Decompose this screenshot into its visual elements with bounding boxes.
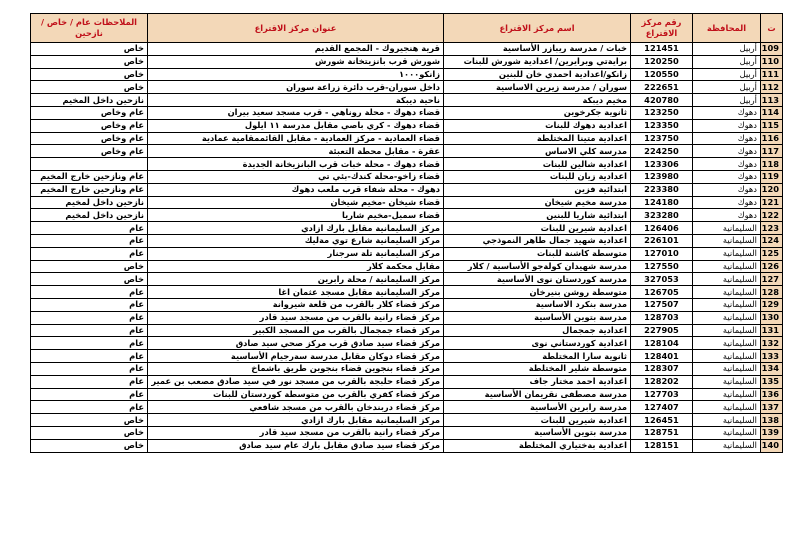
center-code-cell: 120250 [631, 55, 693, 68]
center-name-cell: مدرسة كلي الاساس [444, 145, 631, 158]
notes-cell: خاص [31, 414, 148, 427]
center-name-cell: مدرسة رابرين الأساسية [444, 401, 631, 414]
center-name-cell: اعدادية شيرين للبنات [444, 222, 631, 235]
row-number-cell: 122 [761, 209, 783, 222]
table-row [31, 68, 783, 81]
notes-cell: عام وخاص [31, 106, 148, 119]
table-row [31, 196, 783, 209]
notes-cell: عام [31, 298, 148, 311]
province-cell: السليمانية [693, 247, 761, 260]
center-address-cell: مركز قضاء حلبجة بالقرب من مسجد نور في سيد صادق مصعب بن عمير [148, 375, 444, 388]
center-code-cell: 227905 [631, 324, 693, 337]
province-cell: أربيل [693, 43, 761, 56]
notes-cell: خاص [31, 43, 148, 56]
notes-cell: عام [31, 286, 148, 299]
center-code-cell: 123306 [631, 158, 693, 171]
center-name-cell: اعدادية كوردستاني نوى [444, 337, 631, 350]
table-row [31, 247, 783, 260]
center-code-cell: 420780 [631, 94, 693, 107]
row-number-cell: 133 [761, 350, 783, 363]
province-cell: أربيل [693, 81, 761, 94]
center-address-cell: داخل سوران-قرب دائرة زراعة سوران [148, 81, 444, 94]
center-code-cell: 128401 [631, 350, 693, 363]
province-cell: السليمانية [693, 324, 761, 337]
province-cell: السليمانية [693, 375, 761, 388]
table-row [31, 260, 783, 273]
center-address-cell: مركز قضاء رانية بالقرب من مسجد سيد قادر [148, 311, 444, 324]
center-code-cell: 123250 [631, 106, 693, 119]
table-row [31, 106, 783, 119]
province-cell: السليمانية [693, 439, 761, 452]
row-number-cell: 118 [761, 158, 783, 171]
table-row [31, 209, 783, 222]
center-code-cell: 222651 [631, 81, 693, 94]
notes-cell: خاص [31, 426, 148, 439]
table-row [31, 324, 783, 337]
notes-cell: عام وخاص [31, 145, 148, 158]
notes-cell: خاص [31, 68, 148, 81]
notes-cell: عام [31, 222, 148, 235]
center-code-cell: 124180 [631, 196, 693, 209]
center-address-cell: مركز السليمانية مقابل مسجد عثمان اغا [148, 286, 444, 299]
center-address-cell: مركز السليمانية مقابل بارك ازادي [148, 222, 444, 235]
row-number-cell: 132 [761, 337, 783, 350]
notes-cell: عام [31, 324, 148, 337]
row-number-cell: 128 [761, 286, 783, 299]
table-row [31, 81, 783, 94]
center-address-cell: مركز السليمانية تلة سرجنار [148, 247, 444, 260]
row-number-cell: 120 [761, 183, 783, 196]
center-address-cell: مركز قضاء سيد صادق مقابل بارك عام سيد صادق [148, 439, 444, 452]
center-code-cell: 128751 [631, 426, 693, 439]
table-row [31, 119, 783, 132]
center-name-cell: زانكو/اعدادية احمدي خان للبنين [444, 68, 631, 81]
table-row [31, 388, 783, 401]
center-address-cell: قرية هنجيروك - المجمع القديم [148, 43, 444, 56]
header-name: اسم مركز الاقتراع [444, 14, 631, 43]
row-number-cell: 112 [761, 81, 783, 94]
province-cell: أربيل [693, 68, 761, 81]
notes-cell: خاص [31, 260, 148, 273]
center-name-cell: مدرسة بنكرد الاساسية [444, 298, 631, 311]
table-row [31, 43, 783, 56]
province-cell: السليمانية [693, 426, 761, 439]
row-number-cell: 116 [761, 132, 783, 145]
center-name-cell: سوران / مدرسة زيرين الاساسية [444, 81, 631, 94]
center-address-cell: شورش قرب بانزيتخانة شورش [148, 55, 444, 68]
center-name-cell: مدرسة شهيدان كولةجو الأساسية / كلار [444, 260, 631, 273]
center-name-cell: مخيم ديبكة [444, 94, 631, 107]
center-code-cell: 128307 [631, 362, 693, 375]
header-address: عنوان مركز الاقتراع [148, 14, 444, 43]
row-number-cell: 115 [761, 119, 783, 132]
table-row [31, 132, 783, 145]
center-address-cell: مركز قضاء دوكان مقابل مدرسة سةرجيام الأساسية [148, 350, 444, 363]
notes-cell: عام ونازحين خارج المخيم [31, 170, 148, 183]
center-name-cell: مدرسة مخيم شيخان [444, 196, 631, 209]
center-name-cell: اعدادية دهوك للبنات [444, 119, 631, 132]
center-name-cell: مدرسة كوردستان نوى الأساسية [444, 273, 631, 286]
table-row [31, 375, 783, 388]
header-province: المحافظة [693, 14, 761, 43]
province-cell: دهوك [693, 145, 761, 158]
center-name-cell: مدرسة بتوين الأساسية [444, 311, 631, 324]
center-code-cell: 126705 [631, 286, 693, 299]
center-code-cell: 123350 [631, 119, 693, 132]
center-code-cell: 223380 [631, 183, 693, 196]
table-row [31, 55, 783, 68]
center-address-cell: قضاء دهوك - محلة روناهي - قرب مسجد سعيد بيران [148, 106, 444, 119]
row-number-cell: 119 [761, 170, 783, 183]
center-code-cell: 224250 [631, 145, 693, 158]
notes-cell: عام [31, 247, 148, 260]
row-number-cell: 137 [761, 401, 783, 414]
center-code-cell: 120550 [631, 68, 693, 81]
notes-cell: نازحين داخل لمخيم [31, 209, 148, 222]
row-number-cell: 139 [761, 426, 783, 439]
center-name-cell: اعدادية متينا المختلطة [444, 132, 631, 145]
center-code-cell: 123750 [631, 132, 693, 145]
notes-cell: نازحين داخل المخيم [31, 94, 148, 107]
table-row [31, 350, 783, 363]
row-number-cell: 140 [761, 439, 783, 452]
center-address-cell: مركز قضاء كفري بالقرب من متوسطة كوردستان للبنات [148, 388, 444, 401]
center-name-cell: خبات / مدرسة ريبازر الأساسية [444, 43, 631, 56]
header-code: رقم مركز الاقتراع [631, 14, 693, 43]
province-cell: السليمانية [693, 350, 761, 363]
center-address-cell: مركز قضاء رانية بالقرب من مسجد سيد قادر [148, 426, 444, 439]
table-row [31, 401, 783, 414]
center-name-cell: متوسطة كاشنة للبنات [444, 247, 631, 260]
center-code-cell: 121451 [631, 43, 693, 56]
center-address-cell: مركز قضاء كلار بالقرب من قلعة شيروانة [148, 298, 444, 311]
center-address-cell: قضاء شيخان -مخيم شيخان [148, 196, 444, 209]
notes-cell: عام ونازحين خارج المخيم [31, 183, 148, 196]
center-address-cell: قضاء العمادية - مركز العمادية - مقابل القائممقامية عمادية [148, 132, 444, 145]
center-address-cell: مركز قضاء جمجمال بالقرب من المسجد الكبير [148, 324, 444, 337]
center-address-cell: قضاء سميل-مخيم شاريا [148, 209, 444, 222]
row-number-cell: 135 [761, 375, 783, 388]
table-row [31, 414, 783, 427]
center-code-cell: 127507 [631, 298, 693, 311]
row-number-cell: 123 [761, 222, 783, 235]
row-number-cell: 136 [761, 388, 783, 401]
table-row [31, 94, 783, 107]
notes-cell: عام وخاص [31, 132, 148, 145]
row-number-cell: 129 [761, 298, 783, 311]
notes-cell: خاص [31, 55, 148, 68]
province-cell: دهوك [693, 132, 761, 145]
table-header-row [31, 14, 783, 43]
row-number-cell: 130 [761, 311, 783, 324]
center-name-cell: اعدادية زيان للبنات [444, 170, 631, 183]
notes-cell: خاص [31, 439, 148, 452]
table-row [31, 183, 783, 196]
row-number-cell: 109 [761, 43, 783, 56]
center-name-cell: مدرسة بتوين الأساسية [444, 426, 631, 439]
province-cell: السليمانية [693, 362, 761, 375]
province-cell: السليمانية [693, 388, 761, 401]
center-address-cell: مقابل محكمة كلار [148, 260, 444, 273]
row-number-cell: 126 [761, 260, 783, 273]
center-address-cell: دهوك - محلة شفاء قرب ملعب دهوك [148, 183, 444, 196]
province-cell: دهوك [693, 106, 761, 119]
center-name-cell: متوسطة روشن بنيرخان [444, 286, 631, 299]
center-name-cell: اعدادية شيرين للبنات [444, 414, 631, 427]
center-code-cell: 128703 [631, 311, 693, 324]
province-cell: السليمانية [693, 286, 761, 299]
center-name-cell: اعدادية جمجمال [444, 324, 631, 337]
row-number-cell: 114 [761, 106, 783, 119]
province-cell: السليمانية [693, 234, 761, 247]
notes-cell: عام [31, 401, 148, 414]
province-cell: السليمانية [693, 401, 761, 414]
table-row [31, 311, 783, 324]
center-code-cell: 127550 [631, 260, 693, 273]
center-name-cell: اعدادية احمد مختار جاف [444, 375, 631, 388]
center-address-cell: مركز السليمانية شارع توي مةليك [148, 234, 444, 247]
province-cell: السليمانية [693, 260, 761, 273]
province-cell: دهوك [693, 170, 761, 183]
notes-cell: عام [31, 362, 148, 375]
center-code-cell: 128151 [631, 439, 693, 452]
province-cell: أربيل [693, 55, 761, 68]
row-number-cell: 111 [761, 68, 783, 81]
center-name-cell: متوسطة شلير المختلطة [444, 362, 631, 375]
table-row [31, 234, 783, 247]
center-name-cell: ابتدائية فزين [444, 183, 631, 196]
table-row [31, 158, 783, 171]
notes-cell: عام [31, 375, 148, 388]
table-row [31, 337, 783, 350]
center-code-cell: 327053 [631, 273, 693, 286]
center-address-cell: قضاء زاخو-محلة كندك-بئي تي [148, 170, 444, 183]
center-address-cell: مركز السليمانية / محلة رابرين [148, 273, 444, 286]
province-cell: أربيل [693, 94, 761, 107]
row-number-cell: 134 [761, 362, 783, 375]
notes-cell [31, 158, 148, 171]
table-row [31, 170, 783, 183]
center-code-cell: 127010 [631, 247, 693, 260]
center-code-cell: 127703 [631, 388, 693, 401]
province-cell: السليمانية [693, 222, 761, 235]
center-address-cell: مركز قضاء بنجوين قضاء بنجوين طريق باشماخ [148, 362, 444, 375]
row-number-cell: 131 [761, 324, 783, 337]
notes-cell: خاص [31, 81, 148, 94]
table-row [31, 286, 783, 299]
province-cell: دهوك [693, 196, 761, 209]
center-code-cell: 127407 [631, 401, 693, 414]
center-address-cell: قضاء دهوك - كري باصي مقابل مدرسة ١١ ايلول [148, 119, 444, 132]
center-name-cell: ثانوية سارا المختلطة [444, 350, 631, 363]
table-row [31, 439, 783, 452]
center-code-cell: 128202 [631, 375, 693, 388]
table-row [31, 426, 783, 439]
center-code-cell: 226101 [631, 234, 693, 247]
table-row [31, 222, 783, 235]
table-row [31, 145, 783, 158]
province-cell: السليمانية [693, 298, 761, 311]
polling-centers-table [30, 13, 783, 453]
province-cell: دهوك [693, 158, 761, 171]
notes-cell: عام [31, 350, 148, 363]
table-row [31, 273, 783, 286]
province-cell: السليمانية [693, 337, 761, 350]
row-number-cell: 125 [761, 247, 783, 260]
header-notes: الملاحظات عام / خاص / نازحين [31, 14, 148, 43]
notes-cell: نازحين داخل لمخيم [31, 196, 148, 209]
province-cell: دهوك [693, 209, 761, 222]
center-address-cell: مركز قضاء سيد صادق قرب مركز صحي سيد صادق [148, 337, 444, 350]
center-address-cell: ناحية ديبكة [148, 94, 444, 107]
center-name-cell: اعدادية شهيد جمال طاهر النموذجي [444, 234, 631, 247]
row-number-cell: 124 [761, 234, 783, 247]
province-cell: دهوك [693, 119, 761, 132]
row-number-cell: 110 [761, 55, 783, 68]
center-code-cell: 123980 [631, 170, 693, 183]
province-cell: السليمانية [693, 311, 761, 324]
row-number-cell: 121 [761, 196, 783, 209]
notes-cell: خاص [31, 273, 148, 286]
center-address-cell: مركز قضاء دربندخان بالقرب من مسجد شافعي [148, 401, 444, 414]
notes-cell: عام [31, 311, 148, 324]
notes-cell: عام [31, 388, 148, 401]
center-name-cell: مدرسة مصطفى نقريمان الأساسية [444, 388, 631, 401]
center-code-cell: 128104 [631, 337, 693, 350]
center-address-cell: زانكو١٠٠٠ [148, 68, 444, 81]
table-row [31, 298, 783, 311]
center-address-cell: قضاء دهوك - محلة خبات قرب البانزيخانة الجديدة [148, 158, 444, 171]
center-code-cell: 126406 [631, 222, 693, 235]
center-code-cell: 323280 [631, 209, 693, 222]
document-page [30, 13, 782, 453]
center-name-cell: اعدادية شالين للبنات [444, 158, 631, 171]
header-num: ت [761, 14, 783, 43]
center-name-cell: برايةتي وبرايرين/ اعدادية شورش للبنات [444, 55, 631, 68]
table-row [31, 362, 783, 375]
province-cell: دهوك [693, 183, 761, 196]
center-name-cell: ثانوية جكرخوين [444, 106, 631, 119]
notes-cell: عام [31, 337, 148, 350]
center-name-cell: اعدادية بةختياري المختلطة [444, 439, 631, 452]
province-cell: السليمانية [693, 273, 761, 286]
notes-cell: عام [31, 234, 148, 247]
row-number-cell: 113 [761, 94, 783, 107]
center-name-cell: ابتدائية شاريا للبنين [444, 209, 631, 222]
center-code-cell: 126451 [631, 414, 693, 427]
row-number-cell: 138 [761, 414, 783, 427]
center-address-cell: مركز السليمانية مقابل بارك ازادي [148, 414, 444, 427]
province-cell: السليمانية [693, 414, 761, 427]
row-number-cell: 117 [761, 145, 783, 158]
notes-cell: عام وخاص [31, 119, 148, 132]
center-address-cell: عقرة - مقابل محطة التعبئة [148, 145, 444, 158]
row-number-cell: 127 [761, 273, 783, 286]
